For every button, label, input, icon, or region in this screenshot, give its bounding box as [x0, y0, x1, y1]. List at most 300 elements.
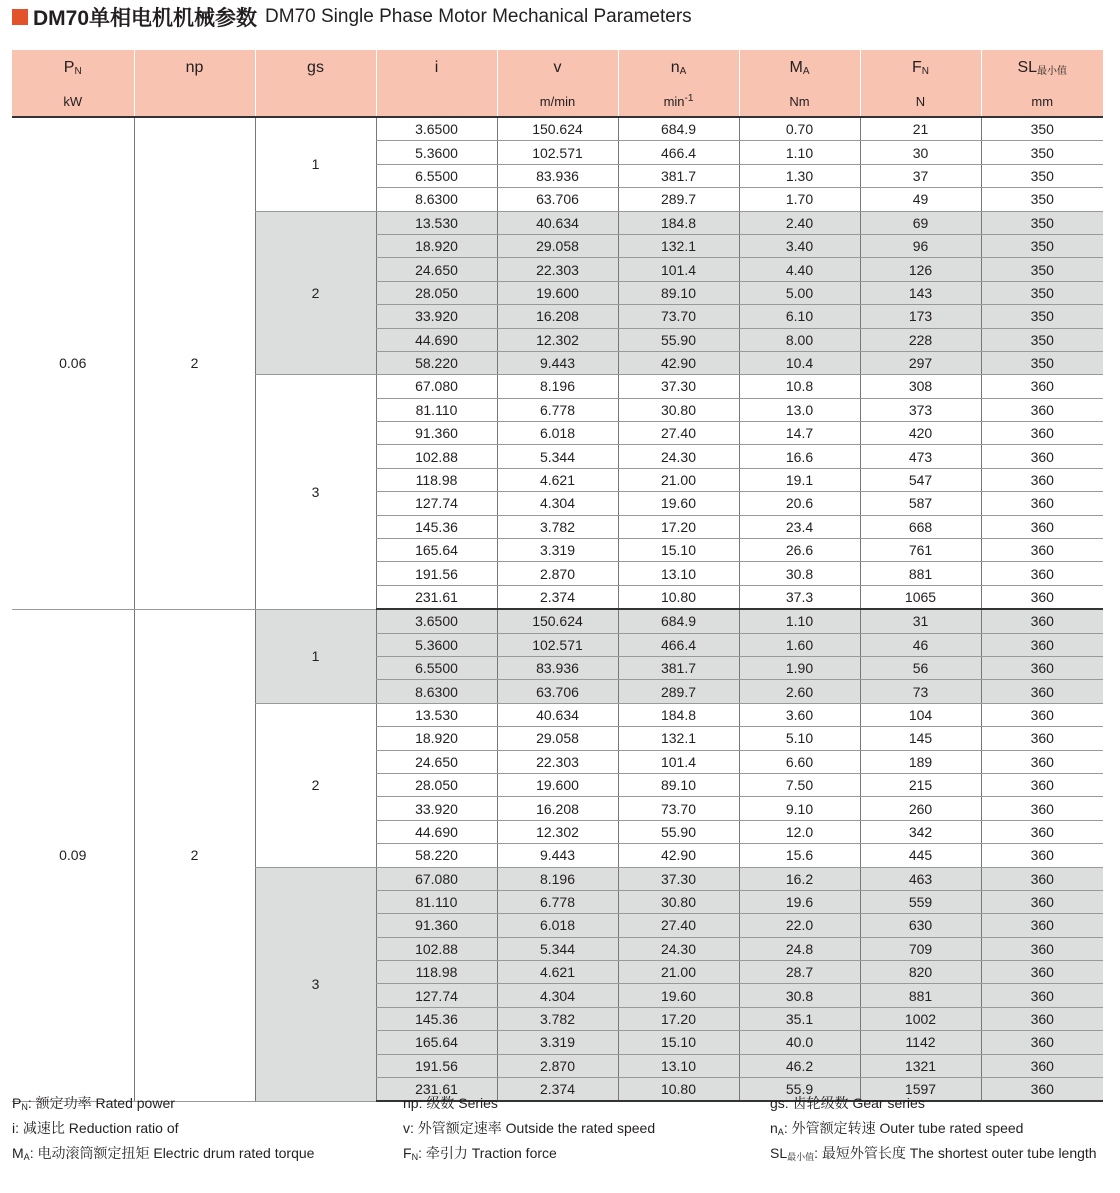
cell-na: 10.80: [618, 1078, 739, 1102]
cell-sl: 350: [981, 281, 1103, 304]
cell-ma: 10.4: [739, 351, 860, 374]
legend-text: : 级数 Series: [418, 1095, 498, 1111]
cell-np: 2: [134, 609, 255, 1101]
legend-symbol: SL: [770, 1145, 788, 1161]
cell-i: 91.360: [376, 422, 497, 445]
cell-na: 15.10: [618, 539, 739, 562]
cell-v: 63.706: [497, 680, 618, 703]
cell-na: 684.9: [618, 609, 739, 633]
cell-ma: 5.00: [739, 281, 860, 304]
cell-sl: 360: [981, 1007, 1103, 1030]
cell-sl: 360: [981, 1054, 1103, 1077]
cell-sl: 360: [981, 398, 1103, 421]
cell-v: 4.621: [497, 961, 618, 984]
cell-v: 19.600: [497, 773, 618, 796]
cell-sl: 360: [981, 1031, 1103, 1054]
cell-i: 28.050: [376, 281, 497, 304]
cell-na: 381.7: [618, 164, 739, 187]
legend-symbol: F: [403, 1145, 412, 1161]
cell-na: 466.4: [618, 141, 739, 164]
cell-sl: 360: [981, 961, 1103, 984]
cell-sl: 360: [981, 633, 1103, 656]
cell-sl: 350: [981, 141, 1103, 164]
header-row-symbols: [12, 50, 1103, 86]
legend-symbol: gs: [770, 1095, 785, 1111]
cell-sl: 350: [981, 117, 1103, 141]
cell-v: 150.624: [497, 117, 618, 141]
cell-i: 81.110: [376, 398, 497, 421]
cell-na: 73.70: [618, 797, 739, 820]
cell-i: 6.5500: [376, 656, 497, 679]
legend-item: [770, 1143, 1097, 1168]
cell-ma: 6.60: [739, 750, 860, 773]
cell-i: 67.080: [376, 867, 497, 890]
cell-na: 466.4: [618, 633, 739, 656]
cell-fn: 342: [860, 820, 981, 843]
title-chinese: DM70单相电机机械参数: [33, 7, 258, 30]
cell-i: 102.88: [376, 937, 497, 960]
cell-na: 89.10: [618, 773, 739, 796]
header-pn: $P_N$: [12, 50, 134, 86]
legend-text: : 齿轮级数 Gear series: [784, 1095, 925, 1111]
cell-na: 10.80: [618, 585, 739, 609]
cell-v: 6.778: [497, 398, 618, 421]
cell-ma: 1.10: [739, 141, 860, 164]
unit-gs: [255, 86, 376, 117]
unit-ma: Nm: [739, 86, 860, 117]
legend-item: [12, 1093, 314, 1118]
cell-i: 145.36: [376, 515, 497, 538]
cell-sl: 360: [981, 515, 1103, 538]
legend-symbol: np: [403, 1095, 419, 1111]
unit-pn: kW: [12, 86, 134, 117]
cell-fn: 297: [860, 351, 981, 374]
cell-v: 19.600: [497, 281, 618, 304]
cell-v: 22.303: [497, 750, 618, 773]
cell-v: 3.782: [497, 1007, 618, 1030]
cell-ma: 3.40: [739, 234, 860, 257]
cell-fn: 1597: [860, 1078, 981, 1102]
cell-v: 3.319: [497, 539, 618, 562]
title-english: DM70 Single Phase Motor Mechanical Parameters: [265, 6, 692, 27]
cell-ma: 28.7: [739, 961, 860, 984]
cell-i: 28.050: [376, 773, 497, 796]
header-i: i: [376, 50, 497, 86]
cell-fn: 373: [860, 398, 981, 421]
cell-na: 19.60: [618, 492, 739, 515]
cell-sl: 350: [981, 328, 1103, 351]
cell-i: 5.3600: [376, 633, 497, 656]
cell-fn: 49: [860, 188, 981, 211]
cell-ma: 16.6: [739, 445, 860, 468]
cell-sl: 350: [981, 258, 1103, 281]
cell-na: 13.10: [618, 1054, 739, 1077]
cell-sl: 360: [981, 727, 1103, 750]
cell-fn: 126: [860, 258, 981, 281]
cell-v: 8.196: [497, 375, 618, 398]
cell-ma: 7.50: [739, 773, 860, 796]
cell-i: 191.56: [376, 1054, 497, 1077]
cell-na: 21.00: [618, 961, 739, 984]
legend-subscript: A: [777, 1127, 784, 1137]
cell-sl: 360: [981, 468, 1103, 491]
legend-item: [403, 1118, 655, 1143]
cell-na: 27.40: [618, 914, 739, 937]
cell-sl: 360: [981, 562, 1103, 585]
legend-symbol: n: [770, 1120, 778, 1136]
legend-item: [770, 1118, 1097, 1143]
parameters-table: [12, 50, 1103, 1102]
cell-v: 12.302: [497, 328, 618, 351]
cell-v: 4.304: [497, 984, 618, 1007]
cell-ma: 2.60: [739, 680, 860, 703]
cell-ma: 2.40: [739, 211, 860, 234]
cell-i: 127.74: [376, 984, 497, 1007]
cell-na: 30.80: [618, 890, 739, 913]
cell-fn: 104: [860, 703, 981, 726]
cell-i: 8.6300: [376, 188, 497, 211]
cell-na: 24.30: [618, 937, 739, 960]
cell-v: 6.018: [497, 914, 618, 937]
cell-na: 89.10: [618, 281, 739, 304]
legend-column: [770, 1093, 1097, 1168]
title-bar: [12, 4, 692, 30]
cell-i: 58.220: [376, 844, 497, 867]
cell-na: 15.10: [618, 1031, 739, 1054]
cell-sl: 360: [981, 539, 1103, 562]
cell-fn: 173: [860, 305, 981, 328]
legend-item: [403, 1093, 655, 1118]
cell-v: 2.870: [497, 562, 618, 585]
legend-column: [12, 1093, 314, 1168]
cell-sl: 360: [981, 773, 1103, 796]
cell-v: 6.018: [497, 422, 618, 445]
header-na: $n_A$: [618, 50, 739, 86]
cell-na: 132.1: [618, 234, 739, 257]
cell-sl: 360: [981, 680, 1103, 703]
cell-i: 58.220: [376, 351, 497, 374]
cell-i: 91.360: [376, 914, 497, 937]
legend-text: : 牵引力 Traction force: [418, 1145, 557, 1161]
legend-subscript: A: [23, 1152, 30, 1162]
cell-na: 184.8: [618, 211, 739, 234]
cell-ma: 4.40: [739, 258, 860, 281]
cell-na: 17.20: [618, 515, 739, 538]
cell-ma: 30.8: [739, 984, 860, 1007]
cell-ma: 22.0: [739, 914, 860, 937]
cell-sl: 360: [981, 375, 1103, 398]
cell-fn: 308: [860, 375, 981, 398]
legend-text: : 减速比 Reduction ratio of: [15, 1120, 179, 1136]
cell-na: 42.90: [618, 844, 739, 867]
cell-ma: 19.1: [739, 468, 860, 491]
cell-ma: 20.6: [739, 492, 860, 515]
cell-sl: 360: [981, 445, 1103, 468]
cell-v: 9.443: [497, 351, 618, 374]
cell-na: 37.30: [618, 375, 739, 398]
cell-v: 5.344: [497, 937, 618, 960]
cell-v: 83.936: [497, 656, 618, 679]
cell-na: 17.20: [618, 1007, 739, 1030]
cell-sl: 360: [981, 492, 1103, 515]
cell-i: 165.64: [376, 1031, 497, 1054]
cell-v: 2.374: [497, 1078, 618, 1102]
cell-i: 44.690: [376, 328, 497, 351]
cell-ma: 1.30: [739, 164, 860, 187]
cell-sl: 360: [981, 422, 1103, 445]
cell-sl: 360: [981, 844, 1103, 867]
cell-i: 231.61: [376, 1078, 497, 1102]
cell-na: 684.9: [618, 117, 739, 141]
cell-na: 55.90: [618, 328, 739, 351]
cell-sl: 360: [981, 703, 1103, 726]
cell-v: 40.634: [497, 703, 618, 726]
cell-v: 8.196: [497, 867, 618, 890]
cell-fn: 1142: [860, 1031, 981, 1054]
cell-sl: 360: [981, 867, 1103, 890]
cell-v: 29.058: [497, 727, 618, 750]
cell-i: 18.920: [376, 727, 497, 750]
header-fn: $F_N$: [860, 50, 981, 86]
table-body: [12, 117, 1103, 1101]
cell-v: 2.870: [497, 1054, 618, 1077]
cell-na: 21.00: [618, 468, 739, 491]
cell-sl: 350: [981, 188, 1103, 211]
cell-i: 24.650: [376, 258, 497, 281]
cell-v: 83.936: [497, 164, 618, 187]
cell-v: 16.208: [497, 305, 618, 328]
cell-v: 3.319: [497, 1031, 618, 1054]
cell-gs: 1: [255, 117, 376, 211]
cell-fn: 1002: [860, 1007, 981, 1030]
header-row-units: [12, 86, 1103, 117]
cell-v: 5.344: [497, 445, 618, 468]
cell-np: 2: [134, 117, 255, 609]
cell-i: 145.36: [376, 1007, 497, 1030]
cell-na: 73.70: [618, 305, 739, 328]
cell-fn: 228: [860, 328, 981, 351]
legend-text: : 额定功率 Rated power: [27, 1095, 175, 1111]
cell-ma: 5.10: [739, 727, 860, 750]
cell-pn: 0.06: [12, 117, 134, 609]
cell-i: 165.64: [376, 539, 497, 562]
cell-na: 132.1: [618, 727, 739, 750]
cell-i: 33.920: [376, 305, 497, 328]
cell-gs: 2: [255, 703, 376, 867]
cell-ma: 30.8: [739, 562, 860, 585]
cell-ma: 1.60: [739, 633, 860, 656]
cell-i: 8.6300: [376, 680, 497, 703]
legend-item: [12, 1118, 314, 1143]
legend-text: : 电动滚筒额定扭矩 Electric drum rated torque: [29, 1145, 315, 1161]
cell-ma: 9.10: [739, 797, 860, 820]
title-marker-icon: [12, 9, 28, 25]
legend-item: [403, 1143, 655, 1168]
cell-i: 118.98: [376, 468, 497, 491]
cell-i: 3.6500: [376, 609, 497, 633]
cell-sl: 360: [981, 750, 1103, 773]
cell-sl: 350: [981, 305, 1103, 328]
cell-na: 101.4: [618, 258, 739, 281]
cell-v: 3.782: [497, 515, 618, 538]
cell-i: 13.530: [376, 211, 497, 234]
cell-v: 2.374: [497, 585, 618, 609]
cell-fn: 46: [860, 633, 981, 656]
cell-ma: 23.4: [739, 515, 860, 538]
legend-symbol: i: [12, 1120, 16, 1136]
cell-fn: 463: [860, 867, 981, 890]
cell-fn: 881: [860, 562, 981, 585]
legend-text: : 外管额定转速 Outer tube rated speed: [783, 1120, 1024, 1136]
cell-i: 231.61: [376, 585, 497, 609]
cell-ma: 24.8: [739, 937, 860, 960]
cell-na: 19.60: [618, 984, 739, 1007]
unit-v: m/min: [497, 86, 618, 117]
cell-sl: 350: [981, 351, 1103, 374]
cell-i: 67.080: [376, 375, 497, 398]
cell-fn: 69: [860, 211, 981, 234]
cell-ma: 14.7: [739, 422, 860, 445]
cell-v: 4.304: [497, 492, 618, 515]
cell-ma: 37.3: [739, 585, 860, 609]
cell-v: 9.443: [497, 844, 618, 867]
legend-subscript: N: [21, 1102, 28, 1112]
cell-ma: 1.10: [739, 609, 860, 633]
unit-np: [134, 86, 255, 117]
cell-v: 63.706: [497, 188, 618, 211]
legend-symbol: M: [12, 1145, 24, 1161]
cell-i: 3.6500: [376, 117, 497, 141]
cell-v: 102.571: [497, 633, 618, 656]
cell-sl: 350: [981, 164, 1103, 187]
header-sl: $SL_{最小值}$: [981, 50, 1103, 86]
cell-sl: 360: [981, 1078, 1103, 1102]
header-ma: $M_A$: [739, 50, 860, 86]
cell-v: 40.634: [497, 211, 618, 234]
cell-ma: 19.6: [739, 890, 860, 913]
cell-i: 81.110: [376, 890, 497, 913]
cell-fn: 96: [860, 234, 981, 257]
cell-fn: 820: [860, 961, 981, 984]
cell-v: 150.624: [497, 609, 618, 633]
cell-i: 191.56: [376, 562, 497, 585]
cell-v: 22.303: [497, 258, 618, 281]
cell-ma: 15.6: [739, 844, 860, 867]
cell-sl: 350: [981, 211, 1103, 234]
cell-na: 13.10: [618, 562, 739, 585]
cell-fn: 189: [860, 750, 981, 773]
cell-ma: 16.2: [739, 867, 860, 890]
cell-sl: 360: [981, 609, 1103, 633]
cell-i: 102.88: [376, 445, 497, 468]
cell-ma: 3.60: [739, 703, 860, 726]
cell-ma: 55.9: [739, 1078, 860, 1102]
cell-v: 16.208: [497, 797, 618, 820]
cell-fn: 668: [860, 515, 981, 538]
cell-fn: 761: [860, 539, 981, 562]
cell-na: 42.90: [618, 351, 739, 374]
cell-sl: 360: [981, 984, 1103, 1007]
legend-subscript: N: [411, 1152, 419, 1162]
cell-sl: 360: [981, 937, 1103, 960]
unit-na: $\min^{-1}$: [618, 86, 739, 117]
cell-ma: 6.10: [739, 305, 860, 328]
legend-subscript: 最小值: [787, 1152, 815, 1162]
cell-na: 30.80: [618, 398, 739, 421]
cell-fn: 420: [860, 422, 981, 445]
legend-item: [770, 1093, 1097, 1118]
cell-fn: 881: [860, 984, 981, 1007]
legend-text: : 最短外管长度 The shortest outer tube length: [814, 1145, 1097, 1161]
unit-i: [376, 86, 497, 117]
header-np: np: [134, 50, 255, 86]
cell-sl: 360: [981, 585, 1103, 609]
cell-na: 27.40: [618, 422, 739, 445]
cell-fn: 1065: [860, 585, 981, 609]
cell-v: 12.302: [497, 820, 618, 843]
cell-sl: 360: [981, 914, 1103, 937]
cell-fn: 21: [860, 117, 981, 141]
cell-fn: 73: [860, 680, 981, 703]
cell-fn: 30: [860, 141, 981, 164]
cell-v: 102.571: [497, 141, 618, 164]
cell-gs: 2: [255, 211, 376, 375]
cell-ma: 0.70: [739, 117, 860, 141]
cell-na: 184.8: [618, 703, 739, 726]
cell-ma: 12.0: [739, 820, 860, 843]
cell-fn: 473: [860, 445, 981, 468]
cell-v: 4.621: [497, 468, 618, 491]
cell-ma: 1.90: [739, 656, 860, 679]
cell-fn: 547: [860, 468, 981, 491]
cell-fn: 630: [860, 914, 981, 937]
legend-item: [12, 1143, 314, 1168]
cell-na: 55.90: [618, 820, 739, 843]
unit-fn: N: [860, 86, 981, 117]
cell-ma: 46.2: [739, 1054, 860, 1077]
cell-gs: 1: [255, 609, 376, 703]
unit-sl: mm: [981, 86, 1103, 117]
cell-fn: 215: [860, 773, 981, 796]
cell-fn: 31: [860, 609, 981, 633]
legend-symbol: v: [403, 1120, 410, 1136]
cell-ma: 35.1: [739, 1007, 860, 1030]
cell-fn: 1321: [860, 1054, 981, 1077]
cell-sl: 360: [981, 820, 1103, 843]
cell-ma: 26.6: [739, 539, 860, 562]
cell-i: 127.74: [376, 492, 497, 515]
cell-sl: 350: [981, 234, 1103, 257]
cell-i: 118.98: [376, 961, 497, 984]
cell-ma: 8.00: [739, 328, 860, 351]
cell-na: 289.7: [618, 680, 739, 703]
cell-sl: 360: [981, 656, 1103, 679]
cell-fn: 143: [860, 281, 981, 304]
cell-i: 13.530: [376, 703, 497, 726]
cell-fn: 56: [860, 656, 981, 679]
cell-i: 44.690: [376, 820, 497, 843]
cell-fn: 587: [860, 492, 981, 515]
cell-i: 33.920: [376, 797, 497, 820]
cell-fn: 709: [860, 937, 981, 960]
cell-na: 381.7: [618, 656, 739, 679]
cell-i: 5.3600: [376, 141, 497, 164]
table-row: [12, 609, 1103, 633]
cell-gs: 3: [255, 867, 376, 1101]
cell-fn: 445: [860, 844, 981, 867]
cell-fn: 559: [860, 890, 981, 913]
cell-fn: 37: [860, 164, 981, 187]
